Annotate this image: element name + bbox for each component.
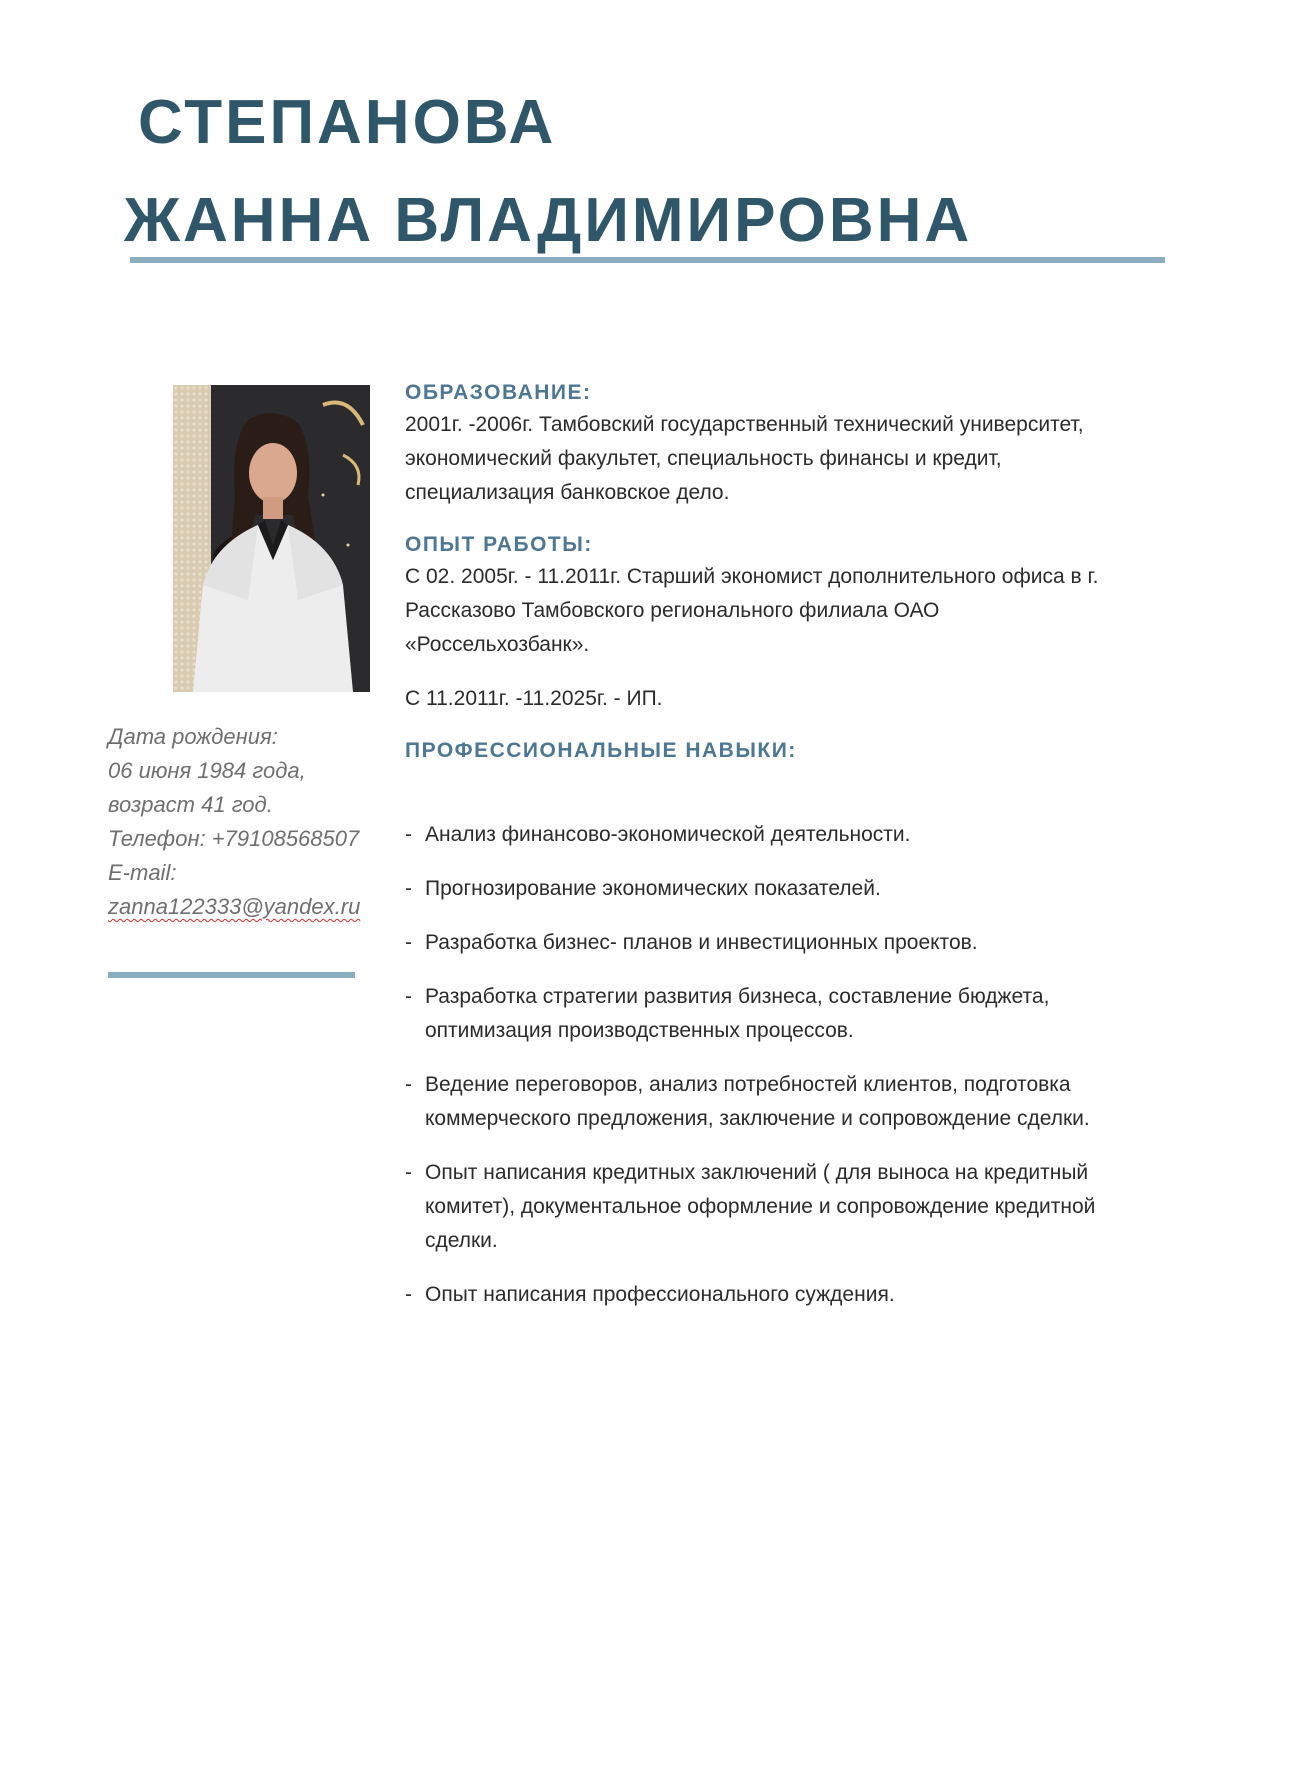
skill-item	[405, 980, 1175, 1048]
work-line: С 02. 2005г. - 11.2011г. Старший экономист дополнительного офиса в г.	[405, 565, 1099, 588]
education-line: 2001г. -2006г. Тамбовский государственный технический университет,	[405, 413, 1084, 436]
education-heading: ОБРАЗОВАНИЕ:	[405, 381, 592, 404]
bullet-dash: -	[405, 877, 412, 900]
skills-list	[405, 818, 1175, 1312]
skill-text: оптимизация производственных процессов.	[425, 1019, 854, 1042]
phone-number: Телефон: +79108568507	[108, 826, 360, 851]
email-label: E-mail:	[108, 860, 177, 885]
email-link[interactable]: zanna122333@yandex.ru	[108, 894, 361, 919]
work-line: Рассказово Тамбовского регионального филиала ОАО	[405, 599, 940, 622]
skill-text: Прогнозирование экономических показателей.	[425, 877, 881, 900]
skill-item	[405, 1156, 1175, 1258]
given-names-title: ЖАННА ВЛАДИМИРОВНА	[124, 186, 973, 255]
skill-item	[405, 1278, 1175, 1312]
skill-text: комитет), документальное оформление и сопровождение кредитной	[425, 1195, 1096, 1218]
education-text	[405, 408, 1175, 510]
work-heading: ОПЫТ РАБОТЫ:	[405, 533, 593, 556]
surname-title: СТЕПАНОВА	[138, 88, 557, 157]
bullet-dash: -	[405, 823, 412, 846]
skill-text: сделки.	[425, 1229, 498, 1252]
education-line: специализация банковское дело.	[405, 481, 730, 504]
profile-photo	[173, 385, 370, 692]
bullet-dash: -	[405, 1073, 412, 1096]
skills-heading: ПРОФЕССИОНАЛЬНЫЕ НАВЫКИ:	[405, 739, 797, 762]
birth-date-value: 06 июня 1984 года,	[108, 758, 306, 783]
bullet-dash: -	[405, 1283, 412, 1306]
sidebar-divider	[108, 972, 355, 978]
bullet-dash: -	[405, 931, 412, 954]
title-divider	[130, 257, 1165, 263]
contact-info	[108, 720, 378, 924]
skill-text: Опыт написания кредитных заключений ( для выноса на кредитный	[425, 1161, 1089, 1184]
work-item	[405, 560, 1175, 662]
birth-date-label: Дата рождения:	[108, 724, 278, 749]
skill-text: Разработка бизнес- планов и инвестиционных проектов.	[425, 931, 978, 954]
skill-item	[405, 1068, 1175, 1136]
skill-text: Опыт написания профессионального суждения.	[425, 1283, 895, 1306]
main-content	[405, 378, 1175, 1332]
skill-text: Ведение переговоров, анализ потребностей клиентов, подготовка	[425, 1073, 1071, 1096]
skill-item	[405, 872, 1175, 906]
education-line: экономический факультет, специальность финансы и кредит,	[405, 447, 1002, 470]
bullet-dash: -	[405, 1161, 412, 1184]
bullet-dash: -	[405, 985, 412, 1008]
skill-item	[405, 926, 1175, 960]
skill-text: коммерческого предложения, заключение и сопровождение сделки.	[425, 1107, 1090, 1130]
age-value: возраст 41 год.	[108, 792, 273, 817]
work-item: С 11.2011г. -11.2025г. - ИП.	[405, 687, 663, 710]
skill-text: Анализ финансово-экономической деятельности.	[425, 823, 911, 846]
work-line: «Россельхозбанк».	[405, 633, 590, 656]
skill-item	[405, 818, 1175, 852]
skill-text: Разработка стратегии развития бизнеса, составление бюджета,	[425, 985, 1050, 1008]
